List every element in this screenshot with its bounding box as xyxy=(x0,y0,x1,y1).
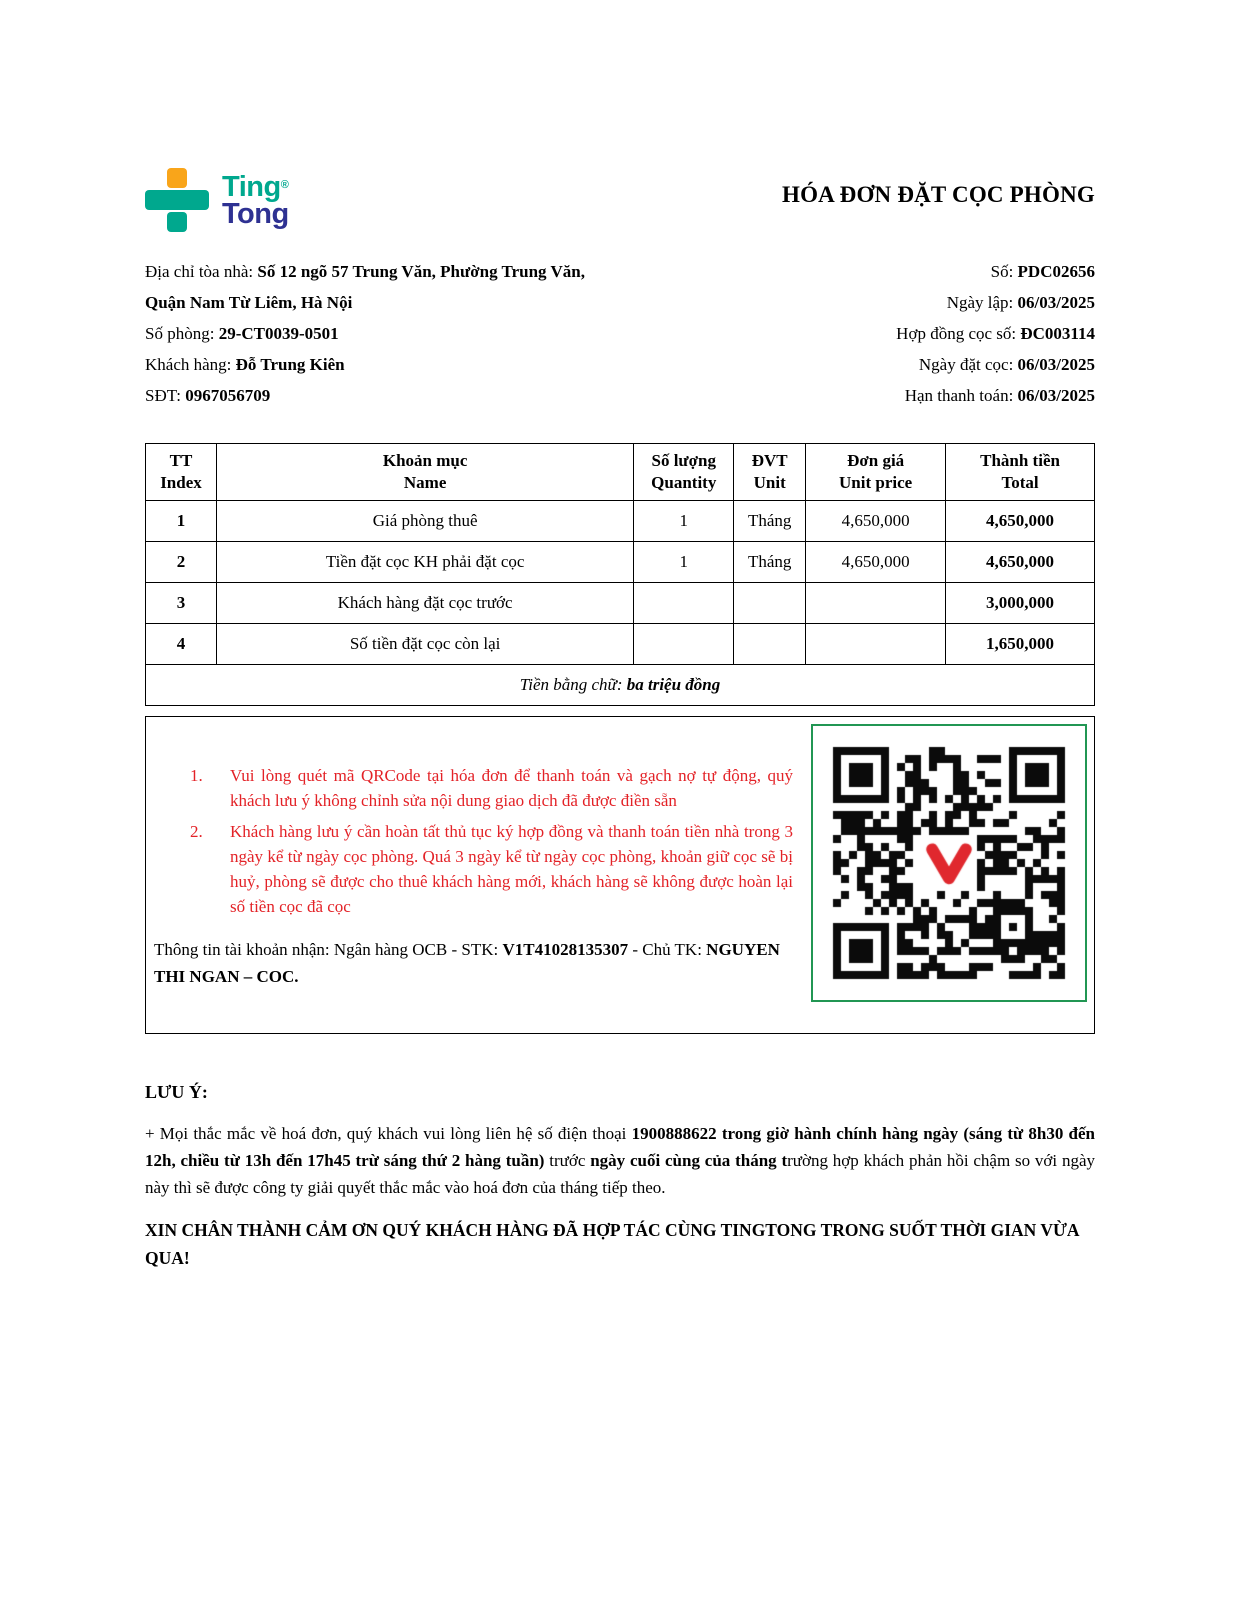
deposit-date-label: Ngày đặt cọc: xyxy=(918,355,1018,374)
tingtong-logo xyxy=(145,168,289,232)
qr-pane xyxy=(811,717,1094,1033)
cell-unit: Tháng xyxy=(734,542,806,583)
cell-total: 1,650,000 xyxy=(946,624,1095,665)
brand-line-ting xyxy=(222,172,289,201)
brand-wordmark xyxy=(222,172,289,228)
cell-index: 1 xyxy=(146,501,217,542)
cell-unit-price: 4,650,000 xyxy=(806,501,946,542)
invoice-meta-left xyxy=(145,256,585,411)
thanks-paragraph: XIN CHÂN THÀNH CẢM ƠN QUÝ KHÁCH HÀNG ĐÃ HỢP TÁC CÙNG TINGTONG TRONG SUỐT THỜI GIAN VỪA QUA! xyxy=(145,1220,1079,1268)
table-row xyxy=(146,583,1095,624)
cell-unit-price: 4,650,000 xyxy=(806,542,946,583)
cell-index: 3 xyxy=(146,583,217,624)
cell-unit-price xyxy=(806,624,946,665)
contact-text: rường hợp khách phản hồi chậm so với ngày này thì sẽ được công ty giải quyết thắc mắc vào hoá đơn của tháng tiếp theo. xyxy=(145,1151,1095,1197)
invoice-number-label: Số: xyxy=(990,262,1018,281)
contract-number-value: ĐC003114 xyxy=(1020,324,1095,343)
building-address-value-line1: Số 12 ngõ 57 Trung Văn, Phường Trung Văn, xyxy=(257,262,585,281)
customer-label: Khách hàng: xyxy=(145,355,236,374)
table-row xyxy=(146,542,1095,583)
cell-total: 4,650,000 xyxy=(946,542,1095,583)
building-address-row xyxy=(145,256,585,287)
room-number-value: 29-CT0039-0501 xyxy=(218,324,339,343)
building-address-row-2 xyxy=(145,287,585,318)
cell-unit xyxy=(734,583,806,624)
customer-row xyxy=(145,349,585,380)
account-info-mid: - Chủ TK: xyxy=(628,940,707,959)
invoice-number-row xyxy=(896,256,1095,287)
issue-date-value: 06/03/2025 xyxy=(1017,293,1095,312)
cell-name: Khách hàng đặt cọc trước xyxy=(216,583,633,624)
cell-name: Giá phòng thuê xyxy=(216,501,633,542)
phone-row xyxy=(145,380,585,411)
deposit-date-row xyxy=(896,349,1095,380)
issue-date-row xyxy=(896,287,1095,318)
issue-date-label: Ngày lập: xyxy=(946,293,1018,312)
invoice-meta xyxy=(145,256,1095,411)
col-header-index: TT Index xyxy=(146,444,217,501)
note-number: 1. xyxy=(190,766,203,785)
logo-block-middle xyxy=(145,190,209,210)
cell-quantity: 1 xyxy=(634,542,734,583)
account-info xyxy=(154,936,793,990)
brand-line-tong: Tong xyxy=(222,198,289,230)
phone-value: 0967056709 xyxy=(185,386,271,405)
room-number-row xyxy=(145,318,585,349)
due-date-row xyxy=(896,380,1095,411)
building-address-value-line2: Quận Nam Từ Liêm, Hà Nội xyxy=(145,293,353,312)
account-holder: NGUYEN THI NGAN – COC. xyxy=(154,940,780,986)
note-text: Khách hàng lưu ý cần hoàn tất thủ tục ký hợp đồng và thanh toán tiền nhà trong 3 ngày kể từ ngày cọc phòng. Quá 3 ngày kể từ ngày cọc phòng, khoản giữ cọc sẽ bị huỷ, phòng sẽ được cho thuê khách hàng mới, khách hàng sẽ không được hoàn lại số tiền cọc đã cọc xyxy=(230,822,793,916)
line-items-table xyxy=(145,443,1095,706)
note-text: Vui lòng quét mã QRCode tại hóa đơn để thanh toán và gạch nợ tự động, quý khách lưu ý không chỉnh sửa nội dung giao dịch đã được điền sẵn xyxy=(230,766,793,810)
invoice-title: HÓA ĐƠN ĐẶT CỌC PHÒNG xyxy=(781,182,1095,207)
contact-phone-hours: 1900888622 trong giờ hành chính hàng ngày (sáng từ 8h30 đến 12h, chiều từ 13h đến 17h45 trừ sáng thứ 2 hàng tuần) xyxy=(145,1124,1096,1170)
cell-total: 3,000,000 xyxy=(946,583,1095,624)
cell-quantity xyxy=(634,624,734,665)
invoice-meta-right xyxy=(896,256,1095,411)
invoice-number-value: PDC02656 xyxy=(1017,262,1095,281)
cell-index: 4 xyxy=(146,624,217,665)
note-item-1 xyxy=(190,763,793,813)
cell-total: 4,650,000 xyxy=(946,501,1095,542)
customer-value: Đỗ Trung Kiên xyxy=(235,355,345,374)
building-address-label: Địa chỉ tòa nhà: xyxy=(145,262,258,281)
table-row xyxy=(146,624,1095,665)
header-row xyxy=(145,168,1095,232)
col-header-unit: ĐVT Unit xyxy=(734,444,806,501)
contract-number-row xyxy=(896,318,1095,349)
col-header-quantity: Số lượng Quantity xyxy=(634,444,734,501)
notice-heading: LƯU Ý: xyxy=(145,1082,208,1102)
contact-text: + Mọi thắc mắc về hoá đơn, quý khách vui lòng liên hệ số điện thoại xyxy=(145,1124,632,1143)
tingtong-plus-icon xyxy=(145,168,209,232)
cell-quantity: 1 xyxy=(634,501,734,542)
amount-in-words-cell xyxy=(146,665,1095,706)
amount-in-words-label: Tiền bằng chữ: xyxy=(519,675,627,694)
account-number: V1T41028135307 xyxy=(502,940,629,959)
due-date-label: Hạn thanh toán: xyxy=(904,386,1018,405)
logo-block-top xyxy=(167,168,187,188)
cell-name: Số tiền đặt cọc còn lại xyxy=(216,624,633,665)
cell-name: Tiền đặt cọc KH phải đặt cọc xyxy=(216,542,633,583)
col-header-name: Khoản mục Name xyxy=(216,444,633,501)
deposit-date-value: 06/03/2025 xyxy=(1017,355,1095,374)
cell-unit: Tháng xyxy=(734,501,806,542)
cell-quantity xyxy=(634,583,734,624)
amount-in-words-value: ba triệu đồng xyxy=(626,675,721,694)
table-header-row xyxy=(146,444,1095,501)
phone-label: SĐT: xyxy=(145,386,186,405)
brand-ting-text: Ting xyxy=(222,171,281,203)
payment-notes-box xyxy=(145,716,1095,1034)
col-header-unit-price: Đơn giá Unit price xyxy=(806,444,946,501)
table-row xyxy=(146,501,1095,542)
col-header-total: Thành tiền Total xyxy=(946,444,1095,501)
qr-code-frame xyxy=(811,724,1087,1002)
cell-unit xyxy=(734,624,806,665)
payment-notes xyxy=(146,717,811,1033)
contact-paragraph xyxy=(145,1120,1095,1201)
amount-in-words-row xyxy=(146,665,1095,706)
due-date-value: 06/03/2025 xyxy=(1017,386,1095,405)
contact-text: trước xyxy=(544,1151,591,1170)
table-header xyxy=(146,444,1095,501)
table-body xyxy=(146,501,1095,706)
logo-block-bottom xyxy=(167,212,187,232)
account-info-prefix: Thông tin tài khoản nhận: Ngân hàng OCB - STK: xyxy=(154,940,503,959)
registered-mark: ® xyxy=(280,179,289,191)
cell-index: 2 xyxy=(146,542,217,583)
note-number: 2. xyxy=(190,822,203,841)
cell-unit-price xyxy=(806,583,946,624)
contact-deadline: ngày cuối cùng của tháng t xyxy=(590,1151,788,1170)
qr-code xyxy=(825,739,1073,987)
room-number-label: Số phòng: xyxy=(145,324,219,343)
contract-number-label: Hợp đồng cọc số: xyxy=(896,324,1021,343)
note-item-2 xyxy=(190,819,793,919)
